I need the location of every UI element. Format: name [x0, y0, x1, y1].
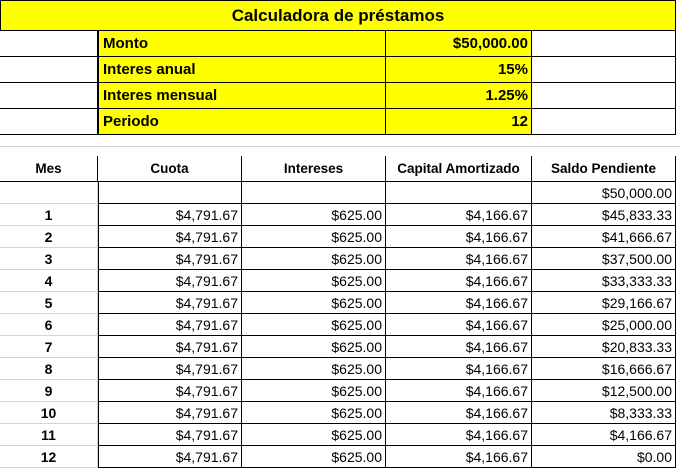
cell-mes[interactable]: 1 — [0, 204, 98, 226]
cell-cuota[interactable]: $4,791.67 — [98, 358, 242, 380]
cell-capital[interactable]: $4,166.67 — [386, 446, 532, 468]
table-header — [0, 156, 680, 182]
cell-saldo[interactable]: $33,333.33 — [532, 270, 676, 292]
cell-capital[interactable]: $4,166.67 — [386, 402, 532, 424]
header-cuota[interactable]: Cuota — [98, 156, 242, 182]
cell-intereses[interactable]: $625.00 — [242, 270, 386, 292]
table-row — [0, 336, 680, 358]
cell-mes[interactable]: 12 — [0, 446, 98, 468]
cell-mes[interactable]: 7 — [0, 336, 98, 358]
gridline — [0, 146, 680, 147]
cell-capital[interactable]: $4,166.67 — [386, 226, 532, 248]
cell-intereses[interactable]: $625.00 — [242, 336, 386, 358]
cell-intereses[interactable]: $625.00 — [242, 248, 386, 270]
cell-blank[interactable] — [0, 31, 98, 57]
table-row — [0, 204, 680, 226]
cell-capital[interactable]: $4,166.67 — [386, 380, 532, 402]
cell-cuota[interactable]: $4,791.67 — [98, 270, 242, 292]
header-capital-amortizado[interactable]: Capital Amortizado — [386, 156, 532, 182]
cell-cuota[interactable]: $4,791.67 — [98, 292, 242, 314]
cell-intereses[interactable]: $625.00 — [242, 424, 386, 446]
cell-intereses[interactable]: $625.00 — [242, 358, 386, 380]
table-row — [0, 314, 680, 336]
cell-intereses[interactable]: $625.00 — [242, 226, 386, 248]
cell-saldo[interactable]: $0.00 — [532, 446, 676, 468]
cell-cuota[interactable]: $4,791.67 — [98, 248, 242, 270]
cell-mes[interactable]: 4 — [0, 270, 98, 292]
param-row-interes-anual — [0, 57, 680, 83]
table-row — [0, 402, 680, 424]
cell-cuota[interactable]: $4,791.67 — [98, 446, 242, 468]
cell-blank[interactable] — [0, 83, 98, 109]
sheet-title[interactable]: Calculadora de préstamos — [0, 0, 676, 31]
cell-mes[interactable]: 10 — [0, 402, 98, 424]
cell-mes[interactable]: 11 — [0, 424, 98, 446]
param-label[interactable]: Interes anual — [98, 57, 386, 83]
cell-saldo[interactable]: $29,166.67 — [532, 292, 676, 314]
cell-mes[interactable]: 9 — [0, 380, 98, 402]
param-label[interactable]: Monto — [98, 31, 386, 57]
table-row — [0, 270, 680, 292]
cell-saldo[interactable]: $20,833.33 — [532, 336, 676, 358]
cell-cuota[interactable]: $4,791.67 — [98, 226, 242, 248]
cell-blank[interactable] — [532, 57, 676, 83]
cell-blank[interactable] — [0, 182, 98, 204]
param-row-periodo — [0, 109, 680, 135]
cell-mes[interactable]: 2 — [0, 226, 98, 248]
cell-intereses[interactable]: $625.00 — [242, 402, 386, 424]
header-mes[interactable]: Mes — [0, 156, 98, 182]
cell-intereses[interactable]: $625.00 — [242, 380, 386, 402]
cell-saldo[interactable]: $41,666.67 — [532, 226, 676, 248]
cell-cuota[interactable]: $4,791.67 — [98, 204, 242, 226]
cell-blank[interactable] — [532, 31, 676, 57]
cell-cuota[interactable]: $4,791.67 — [98, 424, 242, 446]
cell-mes[interactable]: 8 — [0, 358, 98, 380]
cell-saldo[interactable]: $25,000.00 — [532, 314, 676, 336]
cell-saldo[interactable]: $4,166.67 — [532, 424, 676, 446]
table-row — [0, 424, 680, 446]
param-value[interactable]: 15% — [386, 57, 532, 83]
param-row-monto — [0, 31, 680, 57]
table-row — [0, 248, 680, 270]
table-row — [0, 358, 680, 380]
cell-blank[interactable] — [0, 57, 98, 83]
cell-cuota[interactable]: $4,791.67 — [98, 402, 242, 424]
cell-capital[interactable]: $4,166.67 — [386, 248, 532, 270]
cell-capital[interactable]: $4,166.67 — [386, 292, 532, 314]
param-label[interactable]: Interes mensual — [98, 83, 386, 109]
cell-blank[interactable] — [386, 182, 532, 204]
cell-saldo[interactable]: $45,833.33 — [532, 204, 676, 226]
cell-capital[interactable]: $4,166.67 — [386, 336, 532, 358]
header-saldo-pendiente[interactable]: Saldo Pendiente — [532, 156, 676, 182]
cell-mes[interactable]: 3 — [0, 248, 98, 270]
table-row — [0, 446, 680, 468]
param-value[interactable]: $50,000.00 — [386, 31, 532, 57]
table-row — [0, 292, 680, 314]
table-row-initial — [0, 182, 680, 204]
cell-capital[interactable]: $4,166.67 — [386, 314, 532, 336]
cell-saldo[interactable]: $50,000.00 — [532, 182, 676, 204]
cell-intereses[interactable]: $625.00 — [242, 204, 386, 226]
cell-blank[interactable] — [242, 182, 386, 204]
param-value[interactable]: 12 — [386, 109, 532, 135]
cell-cuota[interactable]: $4,791.67 — [98, 314, 242, 336]
cell-saldo[interactable]: $37,500.00 — [532, 248, 676, 270]
cell-blank[interactable] — [0, 109, 98, 135]
cell-intereses[interactable]: $625.00 — [242, 314, 386, 336]
cell-capital[interactable]: $4,166.67 — [386, 204, 532, 226]
cell-cuota[interactable]: $4,791.67 — [98, 336, 242, 358]
cell-capital[interactable]: $4,166.67 — [386, 424, 532, 446]
header-intereses[interactable]: Intereses — [242, 156, 386, 182]
cell-blank[interactable] — [98, 182, 242, 204]
cell-intereses[interactable]: $625.00 — [242, 446, 386, 468]
cell-blank[interactable] — [532, 83, 676, 109]
cell-capital[interactable]: $4,166.67 — [386, 358, 532, 380]
table-row — [0, 380, 680, 402]
param-value[interactable]: 1.25% — [386, 83, 532, 109]
cell-intereses[interactable]: $625.00 — [242, 292, 386, 314]
cell-saldo[interactable]: $16,666.67 — [532, 358, 676, 380]
cell-blank[interactable] — [532, 109, 676, 135]
cell-cuota[interactable]: $4,791.67 — [98, 380, 242, 402]
cell-mes[interactable]: 6 — [0, 314, 98, 336]
param-row-interes-mensual — [0, 83, 680, 109]
cell-saldo[interactable]: $8,333.33 — [532, 402, 676, 424]
cell-capital[interactable]: $4,166.67 — [386, 270, 532, 292]
param-label[interactable]: Periodo — [98, 109, 386, 135]
cell-mes[interactable]: 5 — [0, 292, 98, 314]
table-row — [0, 226, 680, 248]
cell-saldo[interactable]: $12,500.00 — [532, 380, 676, 402]
